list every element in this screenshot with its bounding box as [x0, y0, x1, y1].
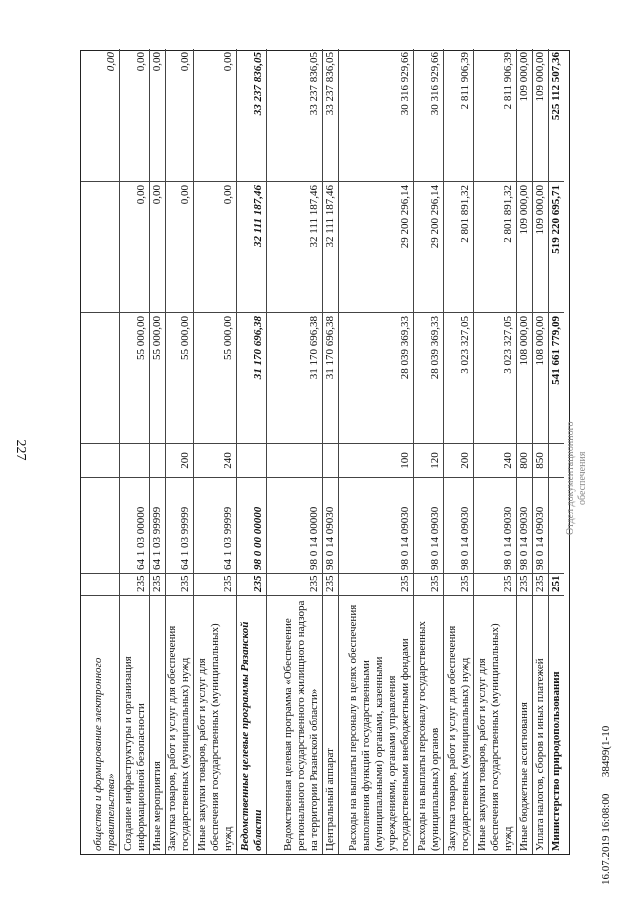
cell-text: 2 811 906,39 [459, 52, 471, 110]
cell-a2 [339, 182, 413, 313]
cell-text: Иные мероприятия [151, 761, 163, 851]
cell-text: 235 [399, 575, 411, 592]
cell-text: Ведомственные целевые программы Рязанской области [239, 621, 264, 851]
cell-a2 [323, 182, 338, 313]
cell-text: 235 [429, 575, 441, 592]
table-row [516, 49, 532, 854]
cell-text: 29 200 296,14 [399, 185, 411, 249]
cell-vr [267, 444, 322, 478]
cell-code [474, 478, 516, 574]
cell-text: 235 [151, 575, 163, 592]
cell-code [414, 478, 443, 574]
stamp-line-2: обеспечения [577, 451, 588, 505]
table-row [81, 49, 119, 854]
cell-a3 [267, 49, 322, 182]
cell-a3 [81, 49, 119, 182]
table-row [266, 49, 322, 854]
cell-a3 [120, 49, 149, 182]
cell-text: 519 220 695,71 [550, 185, 562, 254]
cell-a2 [267, 182, 322, 313]
cell-name [533, 596, 548, 854]
cell-a3 [533, 49, 548, 182]
cell-a2 [414, 182, 443, 313]
cell-g [323, 574, 338, 596]
cell-a1 [549, 313, 564, 444]
cell-text: 55 000,00 [135, 316, 147, 360]
cell-g [474, 574, 516, 596]
cell-text: 235 [534, 575, 546, 592]
cell-text: 108 000,00 [518, 316, 530, 366]
cell-code [517, 478, 532, 574]
cell-text: 235 [222, 575, 234, 592]
cell-name [150, 596, 165, 854]
cell-vr [166, 444, 193, 478]
cell-text: 200 [459, 452, 471, 469]
cell-code [339, 478, 413, 574]
cell-text: 0,00 [179, 52, 191, 72]
cell-text: Иные закупки товаров, работ и услуг для обеспечения государственных (муниципальных) нужд [196, 623, 234, 851]
cell-text: 541 661 779,09 [550, 316, 562, 385]
cell-text: 98 0 14 09030 [518, 506, 530, 570]
cell-text: 0,00 [151, 52, 163, 72]
cell-text: 30 316 929,66 [429, 52, 441, 116]
cell-code [267, 478, 322, 574]
cell-text: 32 111 187,46 [308, 185, 320, 248]
cell-a3 [414, 49, 443, 182]
cell-name [267, 596, 322, 854]
cell-text: 0,00 [105, 52, 117, 72]
table-row [322, 49, 338, 854]
cell-text: 100 [399, 452, 411, 469]
cell-a1 [517, 313, 532, 444]
cell-text: 120 [429, 452, 441, 469]
cell-text: 98 0 14 09030 [429, 506, 441, 570]
table-row [119, 49, 149, 854]
cell-a2 [444, 182, 473, 313]
cell-text: 98 0 14 00000 [308, 506, 320, 570]
cell-code [533, 478, 548, 574]
cell-text: 28 039 369,33 [399, 316, 411, 380]
cell-vr [194, 444, 236, 478]
cell-code [237, 478, 266, 574]
cell-name [549, 596, 564, 854]
cell-vr [517, 444, 532, 478]
table-row [548, 49, 564, 854]
table-row [193, 49, 236, 854]
table-row [236, 49, 266, 854]
cell-name [81, 596, 119, 854]
table-row [149, 49, 165, 854]
cell-a1 [414, 313, 443, 444]
cell-text: 235 [518, 575, 530, 592]
cell-text: 32 111 187,46 [324, 185, 336, 248]
cell-g [120, 574, 149, 596]
table-row [532, 49, 548, 854]
cell-text: 2 801 891,32 [502, 185, 514, 243]
cell-g [194, 574, 236, 596]
cell-text: 98 0 14 09030 [459, 506, 471, 570]
cell-a3 [339, 49, 413, 182]
cell-text: 240 [222, 452, 234, 469]
cell-a1 [120, 313, 149, 444]
cell-name [339, 596, 413, 854]
cell-code [194, 478, 236, 574]
footer-datetime-text: 16.07.2019 16:08:00 [600, 793, 612, 885]
cell-a2 [533, 182, 548, 313]
cell-name [120, 596, 149, 854]
cell-a3 [517, 49, 532, 182]
cell-vr [533, 444, 548, 478]
cell-a1 [533, 313, 548, 444]
cell-vr [444, 444, 473, 478]
cell-text: 3 023 327,05 [459, 316, 471, 374]
cell-a3 [150, 49, 165, 182]
cell-g [81, 574, 119, 596]
cell-text: Расходы на выплаты персоналу в целях обеспечения выполнения функций государственными (муниципальными) органами, казенными учреждениями, органами управления государственными внебюджетными фондами [347, 604, 411, 851]
cell-vr [474, 444, 516, 478]
cell-a1 [323, 313, 338, 444]
cell-vr [150, 444, 165, 478]
cell-text: 2 801 891,32 [459, 185, 471, 243]
cell-text: 64 1 03 99999 [179, 506, 191, 570]
cell-text: 55 000,00 [179, 316, 191, 360]
cell-text: 30 316 929,66 [399, 52, 411, 116]
cell-a1 [267, 313, 322, 444]
cell-text: 98 0 14 09030 [534, 506, 546, 570]
cell-text: Ведомственная целевая программа «Обеспечение регионального государственного жилищного надзора на территории Рязанской области» [282, 600, 320, 851]
cell-g [339, 574, 413, 596]
cell-name [474, 596, 516, 854]
cell-text: 0,00 [151, 185, 163, 205]
cell-text: 98 0 14 09030 [502, 506, 514, 570]
cell-text: 109 000,00 [534, 52, 546, 102]
cell-a1 [444, 313, 473, 444]
cell-text: 33 237 836,05 [252, 52, 264, 116]
cell-text: 200 [179, 452, 191, 469]
cell-g [533, 574, 548, 596]
cell-name [166, 596, 193, 854]
table-row [473, 49, 516, 854]
cell-vr [323, 444, 338, 478]
cell-text: Центральный аппарат [324, 748, 336, 851]
cell-code [323, 478, 338, 574]
cell-name [323, 596, 338, 854]
cell-text: Министерство природопользования [550, 671, 562, 851]
cell-a1 [237, 313, 266, 444]
cell-a1 [339, 313, 413, 444]
cell-g [237, 574, 266, 596]
cell-text: 98 0 14 09030 [399, 506, 411, 570]
cell-a2 [166, 182, 193, 313]
cell-text: Закупка товаров, работ и услуг для обеспечения государственных (муниципальных) нужд [166, 625, 191, 851]
cell-text: 64 1 03 99999 [151, 506, 163, 570]
cell-name [194, 596, 236, 854]
cell-text: 33 237 836,05 [308, 52, 320, 116]
cell-a1 [194, 313, 236, 444]
table-row [443, 49, 473, 854]
cell-text: 235 [179, 575, 191, 592]
cell-a3 [194, 49, 236, 182]
cell-text: 2 811 906,39 [502, 52, 514, 110]
cell-a1 [150, 313, 165, 444]
cell-a2 [549, 182, 564, 313]
cell-name [414, 596, 443, 854]
cell-text: 31 170 696,38 [308, 316, 320, 380]
cell-text: общества и формирование электронного правительства» [92, 657, 117, 851]
cell-text: 55 000,00 [151, 316, 163, 360]
cell-text: 235 [459, 575, 471, 592]
cell-g [517, 574, 532, 596]
cell-a2 [517, 182, 532, 313]
cell-a2 [194, 182, 236, 313]
cell-name [517, 596, 532, 854]
cell-text: 240 [502, 452, 514, 469]
cell-text: 850 [534, 452, 546, 469]
cell-a1 [81, 313, 119, 444]
cell-text: 33 237 836,05 [324, 52, 336, 116]
cell-text: 0,00 [222, 185, 234, 205]
cell-a1 [166, 313, 193, 444]
cell-text: 235 [135, 575, 147, 592]
cell-text: 3 023 327,05 [502, 316, 514, 374]
cell-g [444, 574, 473, 596]
cell-text: Иные бюджетные ассигнования [518, 702, 530, 851]
cell-text: Иные закупки товаров, работ и услуг для обеспечения государственных (муниципальных) нужд [476, 623, 514, 851]
cell-a3 [549, 49, 564, 182]
cell-vr [237, 444, 266, 478]
cell-vr [339, 444, 413, 478]
cell-a3 [474, 49, 516, 182]
stamp-line-1: Отдел документационного [565, 421, 576, 535]
footer-doc-id: 38499(1-10 [600, 725, 612, 778]
cell-a2 [474, 182, 516, 313]
cell-code [120, 478, 149, 574]
cell-g [549, 574, 564, 596]
cell-vr [120, 444, 149, 478]
cell-a2 [120, 182, 149, 313]
cell-text: 32 111 187,46 [252, 185, 264, 248]
cell-text: 235 [308, 575, 320, 592]
cell-code [444, 478, 473, 574]
cell-text: 0,00 [135, 52, 147, 72]
cell-text: 98 0 14 09030 [324, 506, 336, 570]
cell-text: Создание инфраструктуры и организация информационной безопасности [122, 656, 147, 851]
rotated-page-content [80, 50, 570, 855]
cell-text: 109 000,00 [534, 185, 546, 235]
cell-g [166, 574, 193, 596]
cell-text: 109 000,00 [518, 52, 530, 102]
cell-text: 55 000,00 [222, 316, 234, 360]
cell-text: 31 170 696,38 [252, 316, 264, 380]
cell-text: 235 [324, 575, 336, 592]
cell-a2 [150, 182, 165, 313]
cell-text: 109 000,00 [518, 185, 530, 235]
cell-vr [81, 444, 119, 478]
cell-text: 98 0 00 00000 [252, 506, 264, 570]
cell-text: Уплата налогов, сборов и иных платежей [534, 658, 546, 851]
cell-text: 235 [502, 575, 514, 592]
cell-g [150, 574, 165, 596]
cell-a3 [166, 49, 193, 182]
cell-text: 0,00 [135, 185, 147, 205]
table-row [165, 49, 193, 854]
cell-a1 [474, 313, 516, 444]
cell-text: 108 000,00 [534, 316, 546, 366]
table-row [413, 49, 443, 854]
cell-text: 0,00 [222, 52, 234, 72]
cell-code [81, 478, 119, 574]
cell-text: 235 [252, 575, 264, 592]
cell-name [237, 596, 266, 854]
cell-a2 [237, 182, 266, 313]
cell-a2 [81, 182, 119, 313]
cell-text: 64 1 03 00000 [135, 506, 147, 570]
cell-text: Закупка товаров, работ и услуг для обеспечения государственных (муниципальных) нужд [446, 625, 471, 851]
table-row [338, 49, 413, 854]
cell-code [549, 478, 564, 574]
cell-a3 [323, 49, 338, 182]
cell-code [166, 478, 193, 574]
page-number: 227 [13, 439, 28, 461]
cell-text: 525 112 507,36 [550, 52, 562, 121]
cell-g [267, 574, 322, 596]
cell-text: 251 [550, 575, 562, 592]
budget-table [80, 50, 570, 855]
cell-code [150, 478, 165, 574]
cell-vr [414, 444, 443, 478]
cell-text: 28 039 369,33 [429, 316, 441, 380]
footer-datetime [600, 726, 612, 885]
cell-a3 [237, 49, 266, 182]
cell-text: Расходы на выплаты персоналу государственных (муниципальных) органов [416, 621, 441, 851]
cell-text: 64 1 03 99999 [222, 506, 234, 570]
cell-a3 [444, 49, 473, 182]
cell-g [414, 574, 443, 596]
cell-name [444, 596, 473, 854]
cell-text: 29 200 296,14 [429, 185, 441, 249]
cell-text: 0,00 [179, 185, 191, 205]
cell-text: 31 170 696,38 [324, 316, 336, 380]
cell-text: 800 [518, 452, 530, 469]
cell-vr [549, 444, 564, 478]
